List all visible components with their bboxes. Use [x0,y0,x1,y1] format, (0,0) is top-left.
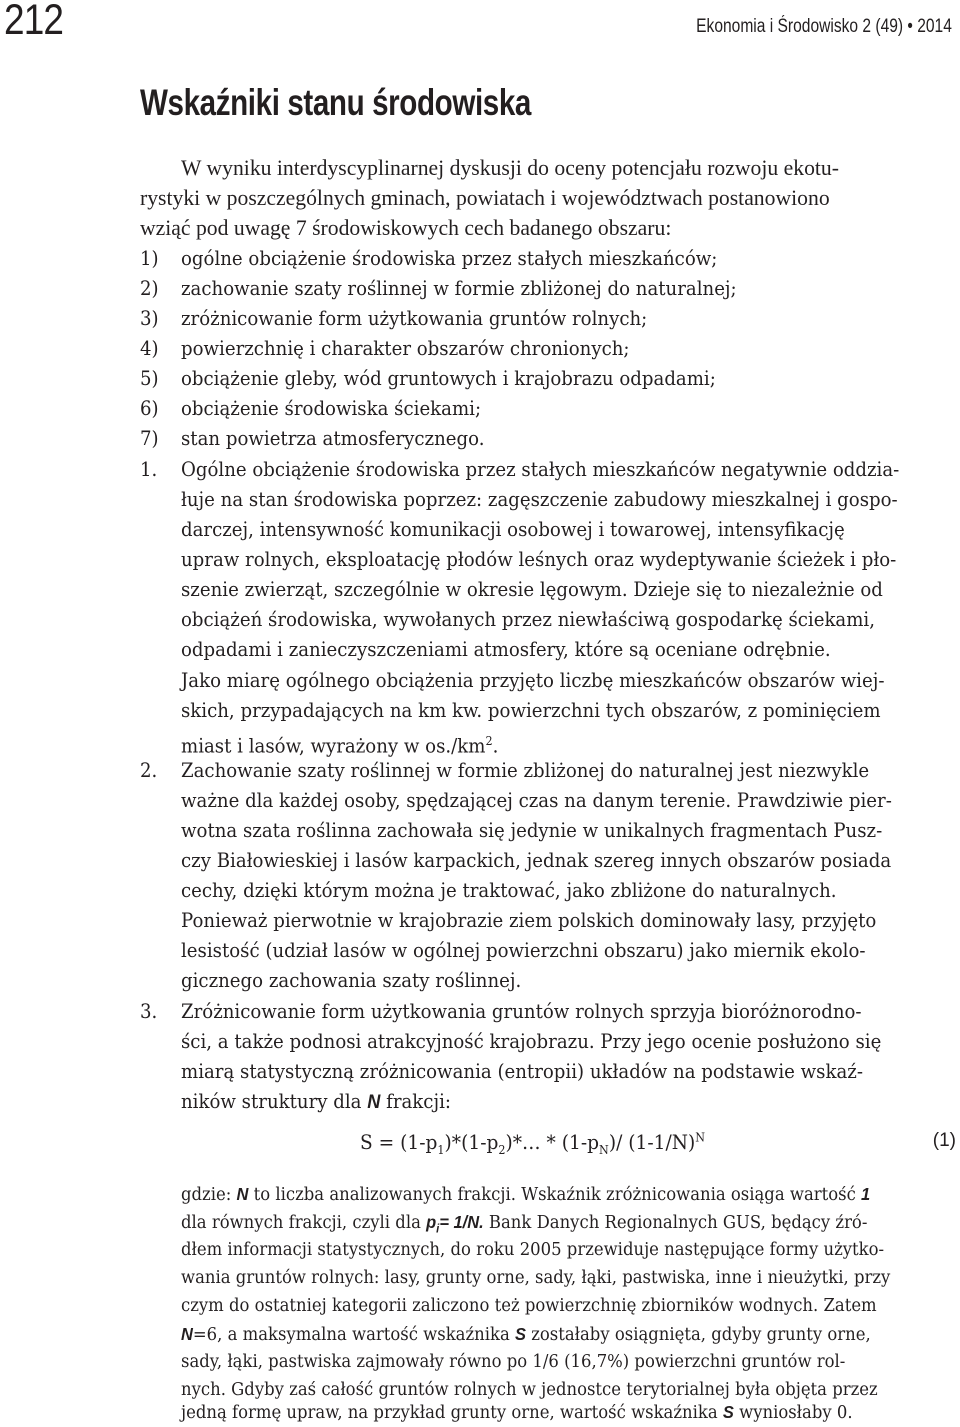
list-number: 6) [140,397,159,420]
list-item: zachowanie szaty roślinnej w formie zbliżonej do naturalnej; [181,277,737,300]
section-title: Wskaźniki stanu środowiska [140,82,531,123]
symbol-n: N [367,1091,381,1113]
paragraph-line: miarą statystyczną zróżnicowania (entropii) układów na podstawie wskaź- [181,1060,863,1083]
paragraph-line: nych. Gdyby zaś całość gruntów rolnych w jednostce terytorialnej była objęta przez [181,1380,878,1400]
list-number: 5) [140,367,159,390]
section-number: 1. [140,458,158,481]
paragraph-line: ści, a także podnosi atrakcyjność krajobrazu. Przy jego ocenie posłużono się [181,1030,882,1053]
intro-line: W wyniku interdyscyplinarnej dyskusji do oceny potencjału rozwoju ekotu- [181,155,839,180]
paragraph-line: skich, przypadających na km kw. powierzchni tych obszarów, z pominięciem [181,699,881,722]
list-number: 7) [140,427,159,450]
paragraph-line: odpadami i zanieczyszczeniami atmosfery, które są oceniane odrębnie. [181,638,831,661]
entropy-formula: $S = (1-p_1)*(1-p_2)*\dots * (1-p_N)/$ $(1-1/N)^N$ [360,1130,706,1157]
paragraph-line: ników struktury dla N frakcji: [181,1090,451,1113]
paragraph-line: ważne dla każdej osoby, spędzającej czas na danym terenie. Prawdziwie pier- [181,789,892,812]
paragraph-line: dłem informacji statystycznych, do roku 2005 przewiduje następujące formy użytko- [181,1240,885,1260]
paragraph-line: czy Białowieskiej i lasów karpackich, jednak szereg innych obszarów posiada [181,849,892,872]
paragraph-line: sady, łąki, pastwiska zajmowały równo po 1/6 (16,7%) powierzchni gruntów rol- [181,1352,846,1372]
paragraph-line: szenie zwierząt, szczególnie w okresie lęgowym. Dzieje się to niezależnie od [181,578,883,601]
section-number: 2. [140,759,158,782]
paragraph-line: czym do ostatniej kategorii zaliczono też powierzchnię zbiorników wodnych. Zatem [181,1296,877,1316]
list-item: obciążenie gleby, wód gruntowych i krajobrazu odpadami; [181,367,716,390]
list-number: 4) [140,337,159,360]
intro-line: wziąć pod uwagę 7 środowiskowych cech badanego obszaru: [140,215,672,240]
list-item: zróżnicowanie form użytkowania gruntów rolnych; [181,307,648,330]
list-number: 1) [140,247,159,270]
list-number: 2) [140,277,159,300]
paragraph-line: łuje na stan środowiska poprzez: zagęszczenie zabudowy mieszkalnej i gospo- [181,488,898,511]
journal-name: Ekonomia i Środowisko 2 (49) • 2014 [696,16,952,37]
page-number: 212 [4,0,64,44]
paragraph-line: obciążeń środowiska, wywołanych przez niewłaściwą gospodarkę ściekami, [181,608,876,631]
paragraph-line: wotna szata roślinna zachowała się jedynie w unikalnych fragmentach Pusz- [181,819,883,842]
paragraph-line: Ponieważ pierwotnie w krajobrazie ziem polskich dominowały lasy, przyjęto [181,909,877,932]
paragraph-line: Ogólne obciążenie środowiska przez stałych mieszkańców negatywnie oddzia- [181,458,900,481]
paragraph-line: N=6, a maksymalna wartość wskaźnika S zostałaby osiągnięta, gdyby grunty orne, [181,1324,871,1345]
equation-number: (1) [932,1130,956,1151]
paragraph-line: cechy, dzięki którym można je traktować, jako zbliżone do naturalnych. [181,879,837,902]
paragraph-line: Zróżnicowanie form użytkowania gruntów rolnych sprzyja bioróżnorodno- [181,1000,862,1023]
list-item: powierzchnię i charakter obszarów chronionych; [181,337,630,360]
list-number: 3) [140,307,159,330]
paragraph-line: gdzie: N to liczba analizowanych frakcji. Wskaźnik zróżnicowania osiąga wartość 1 [181,1184,871,1205]
list-item: ogólne obciążenie środowiska przez stałych mieszkańców; [181,247,718,270]
paragraph-line: Jako miarę ogólnego obciążenia przyjęto liczbę mieszkańców obszarów wiej- [181,669,885,692]
paragraph-line: jedną formę upraw, na przykład grunty orne, wartość wskaźnika S wyniosłaby 0. [181,1402,853,1423]
paragraph-line: dla równych frakcji, czyli dla $p_i= 1/N$. Bank Danych Regionalnych GUS, będący źró- [181,1212,868,1236]
paragraph-line: gicznego zachowania szaty roślinnej. [181,969,522,992]
paragraph-line: upraw rolnych, eksploatację płodów leśnych oraz wydeptywanie ścieżek i pło- [181,548,897,571]
paragraph-line: darczej, intensywność komunikacji osobowej i towarowej, intensyfikację [181,518,845,541]
paragraph-line: miast i lasów, wyrażony w $os./km^2$. [181,734,499,758]
page-header [0,0,960,52]
paragraph-line: wania gruntów rolnych: lasy, grunty orne, sady, łąki, pastwiska, inne i nieużytki, przy [181,1268,891,1288]
section-number: 3. [140,1000,158,1023]
list-item: stan powietrza atmosferycznego. [181,427,485,450]
intro-line: rystyki w poszczególnych gminach, powiatach i województwach postanowiono [140,185,830,210]
paragraph-line: Zachowanie szaty roślinnej w formie zbliżonej do naturalnej jest niezwykle [181,759,870,782]
paragraph-line: lesistość (udział lasów w ogólnej powierzchni obszaru) jako miernik ekolo- [181,939,866,962]
list-item: obciążenie środowiska ściekami; [181,397,482,420]
